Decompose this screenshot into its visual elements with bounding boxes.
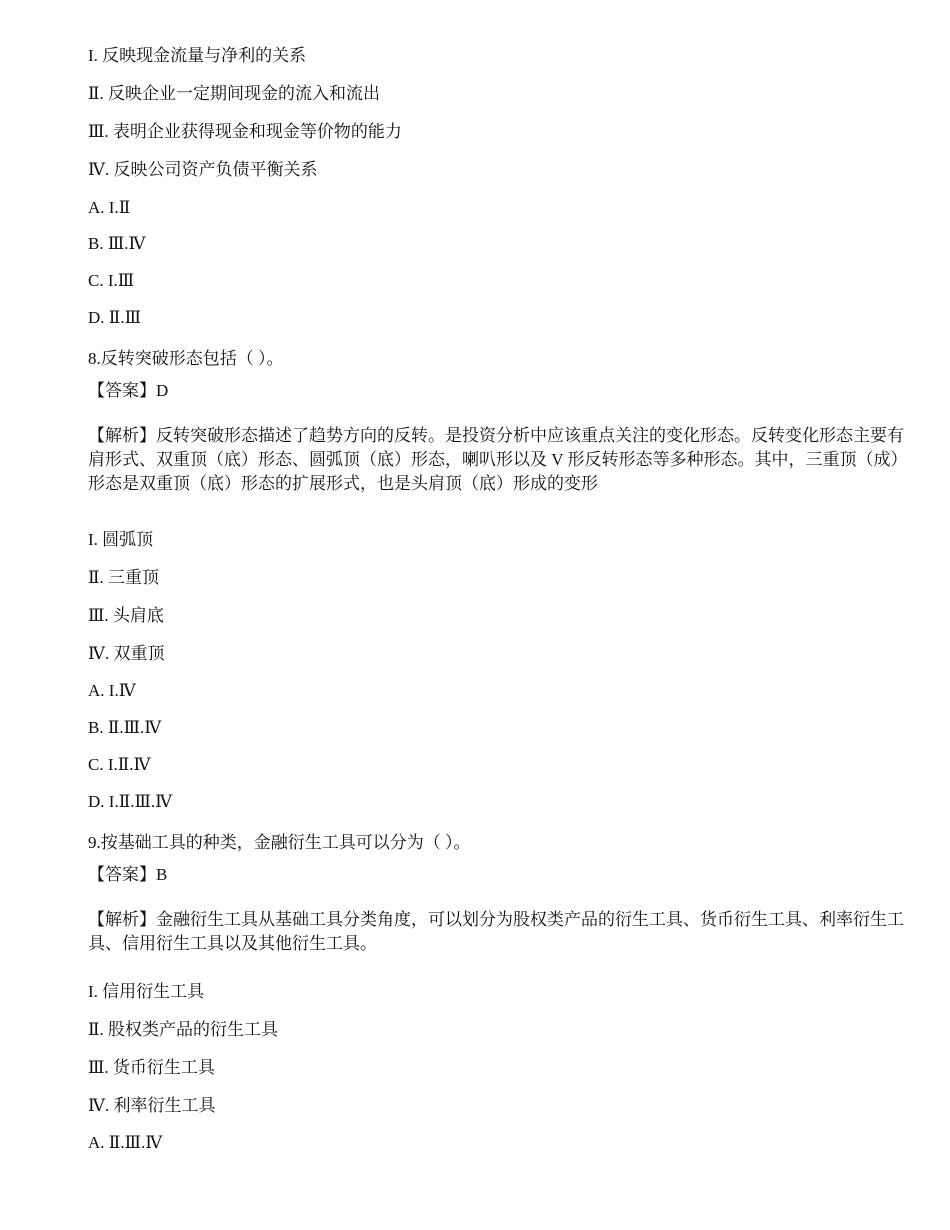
answer-option: C. I.Ⅱ.Ⅳ bbox=[88, 755, 151, 774]
statement-item: Ⅱ. 三重顶 bbox=[88, 568, 160, 587]
statement-item: Ⅲ. 头肩底 bbox=[88, 606, 164, 625]
statement-item: Ⅳ. 反映公司资产负债平衡关系 bbox=[88, 160, 318, 179]
answer-option: B. Ⅲ.Ⅳ bbox=[88, 234, 146, 253]
statement-item: I. 反映现金流量与净利的关系 bbox=[88, 46, 307, 65]
question-9-answer: 【答案】B bbox=[88, 865, 168, 884]
statement-item: Ⅳ. 利率衍生工具 bbox=[88, 1096, 216, 1115]
answer-option: A. Ⅱ.Ⅲ.Ⅳ bbox=[88, 1133, 163, 1152]
answer-option: A. I.Ⅳ bbox=[88, 681, 136, 700]
answer-option: D. I.Ⅱ.Ⅲ.Ⅳ bbox=[88, 792, 173, 811]
question-8-answer: 【答案】D bbox=[88, 381, 169, 400]
statement-item: Ⅳ. 双重顶 bbox=[88, 644, 165, 663]
question-9-analysis: 【解析】金融衍生工具从基础工具分类角度，可以划分为股权类产品的衍生工具、货币衍生工具、利率衍生工具、信用衍生工具以及其他衍生工具。 bbox=[88, 910, 904, 953]
answer-option: C. I.Ⅲ bbox=[88, 271, 135, 290]
question-9-text: 9.按基础工具的种类，金融衍生工具可以分为（ ）。 bbox=[88, 833, 471, 852]
statement-item: I. 圆弧顶 bbox=[88, 530, 154, 549]
statement-item: Ⅲ. 货币衍生工具 bbox=[88, 1058, 215, 1077]
statement-item: Ⅲ. 表明企业获得现金和现金等价物的能力 bbox=[88, 122, 402, 141]
statement-item: I. 信用衍生工具 bbox=[88, 982, 205, 1001]
question-8-analysis: 【解析】反转突破形态描述了趋势方向的反转。是投资分析中应该重点关注的变化形态。反转变化形态主要有肩形式、双重顶（底）形态、圆弧顶（底）形态，喇叭形以及 V 形反转形态等多种形态。其中，三重顶（成）形态是双重顶（底）形态的扩展形式，也是头肩顶（底）形成的变形 bbox=[88, 426, 908, 493]
answer-option: D. Ⅱ.Ⅲ bbox=[88, 308, 141, 327]
statement-item: Ⅱ. 反映企业一定期间现金的流入和流出 bbox=[88, 84, 381, 103]
statement-item: Ⅱ. 股权类产品的衍生工具 bbox=[88, 1020, 279, 1039]
answer-option: A. I.Ⅱ bbox=[88, 198, 131, 217]
answer-option: B. Ⅱ.Ⅲ.Ⅳ bbox=[88, 718, 162, 737]
question-8-text: 8.反转突破形态包括（ ）。 bbox=[88, 349, 284, 368]
